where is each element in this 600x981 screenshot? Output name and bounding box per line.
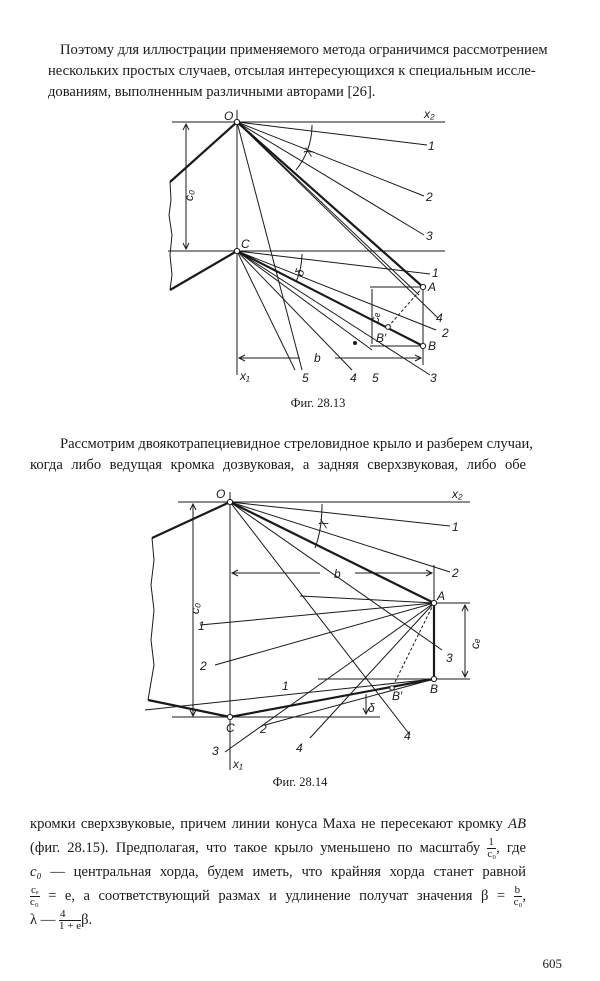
page-number: 605 xyxy=(542,956,562,971)
label-B: B xyxy=(428,339,437,353)
ray-label: 3 xyxy=(446,651,453,665)
ray-label: 3 xyxy=(212,744,219,758)
figure-caption: Фиг. 28.14 xyxy=(272,775,328,789)
text-line: кромки сверхзвуковые, причем линии конуса Маха не пересекают кромку AB xyxy=(30,816,526,832)
ray-label: 1 xyxy=(282,679,289,693)
label-B: B xyxy=(430,682,439,696)
ray-label: 3 xyxy=(426,229,433,243)
ray-label: 4 xyxy=(436,311,443,325)
label-O: O xyxy=(224,109,234,123)
ray-label: 2 xyxy=(200,659,207,673)
ray-label: 2 xyxy=(260,722,267,736)
text-line: λ — $\frac{4}{1 + e}$ β. xyxy=(30,908,93,933)
text-line: (фиг. 28.15). Предполагая, что такое крыло уменьшено по масштабу $\frac{1}{\text{c₀}}$ , где xyxy=(30,836,527,861)
text-line: Рассмотрим двоякотрапециевидное стреловидное крыло и разберем случаи, xyxy=(60,436,533,452)
label-c0: c₀ xyxy=(188,602,202,614)
label-A: A xyxy=(437,589,446,603)
text-line: дованиям, выполненным различными авторами [26]. xyxy=(48,84,376,100)
fraction: $\frac{b}{\text{c₀}}$ xyxy=(513,884,523,909)
ray-label: 1 xyxy=(428,139,435,153)
text-line: нескольких простых случаев, отсылая интересующихся к специальным иссле- xyxy=(48,63,536,79)
ray-label: 5 xyxy=(372,371,379,385)
ray-label: 4 xyxy=(296,741,303,755)
fraction: $\frac{\text{cₑ}}{\text{c₀}}$ xyxy=(30,884,39,909)
ray-label: 2 xyxy=(426,190,433,204)
ray-label: 5 xyxy=(302,371,309,385)
label-ce: cₑ xyxy=(368,312,382,323)
label-b: b xyxy=(334,567,341,581)
label-x2: x₂ xyxy=(424,107,435,121)
label-A: A xyxy=(428,280,437,294)
label-C: C xyxy=(241,237,250,251)
label-x2: x₂ xyxy=(452,487,463,501)
label-b: b xyxy=(314,351,321,365)
label-B-prime: B′ xyxy=(392,689,403,703)
label-B-prime: B′ xyxy=(376,331,387,345)
text-line: $\frac{\text{cₑ}}{\text{c₀}}$ = e, а соответствующий размах и удлинение получат значения β = $\frac{b}{\text{c₀}}$ , xyxy=(30,884,526,909)
fraction: $\frac{1}{\text{c₀}}$ xyxy=(487,836,497,861)
label-O: O xyxy=(216,487,226,501)
text-line: Поэтому для иллюстрации применяемого метода ограничимся рассмотрением xyxy=(60,42,548,58)
paragraph-wing xyxy=(30,434,533,476)
ray-label: 3 xyxy=(430,371,437,385)
label-x1: x₁ xyxy=(233,757,243,771)
ray-label: 4 xyxy=(350,371,357,385)
figure-caption: Фиг. 28.13 xyxy=(290,396,346,410)
figure-28-13 xyxy=(0,100,600,390)
ray-label: 1 xyxy=(432,266,439,280)
paragraph-supersonic xyxy=(30,812,526,932)
label-chi: χ xyxy=(298,145,315,157)
fraction: $\frac{4}{1 + e}$ xyxy=(58,908,82,933)
ray-label: 2 xyxy=(452,566,459,580)
label-x1: x₁ xyxy=(240,369,250,383)
label-C: C xyxy=(226,721,235,735)
label-delta: δ xyxy=(368,701,375,715)
paragraph-intro xyxy=(48,40,548,103)
ray-label: 1 xyxy=(198,619,205,633)
text-line: c₀ — центральная хорда, будем иметь, что крайняя хорда станет равной xyxy=(30,864,526,881)
figure-28-14 xyxy=(0,485,600,775)
text-line: когда либо ведущая кромка дозвуковая, а задняя сверхзвуковая, либо обе xyxy=(30,457,526,473)
label-delta: δ xyxy=(292,267,308,279)
ray-label: 1 xyxy=(452,520,459,534)
label-chi: χ xyxy=(314,517,330,529)
ray-label: 4 xyxy=(404,729,411,743)
ray-label: 2 xyxy=(442,326,449,340)
label-c0: c₀ xyxy=(182,189,196,201)
label-ce: cₑ xyxy=(468,638,482,649)
